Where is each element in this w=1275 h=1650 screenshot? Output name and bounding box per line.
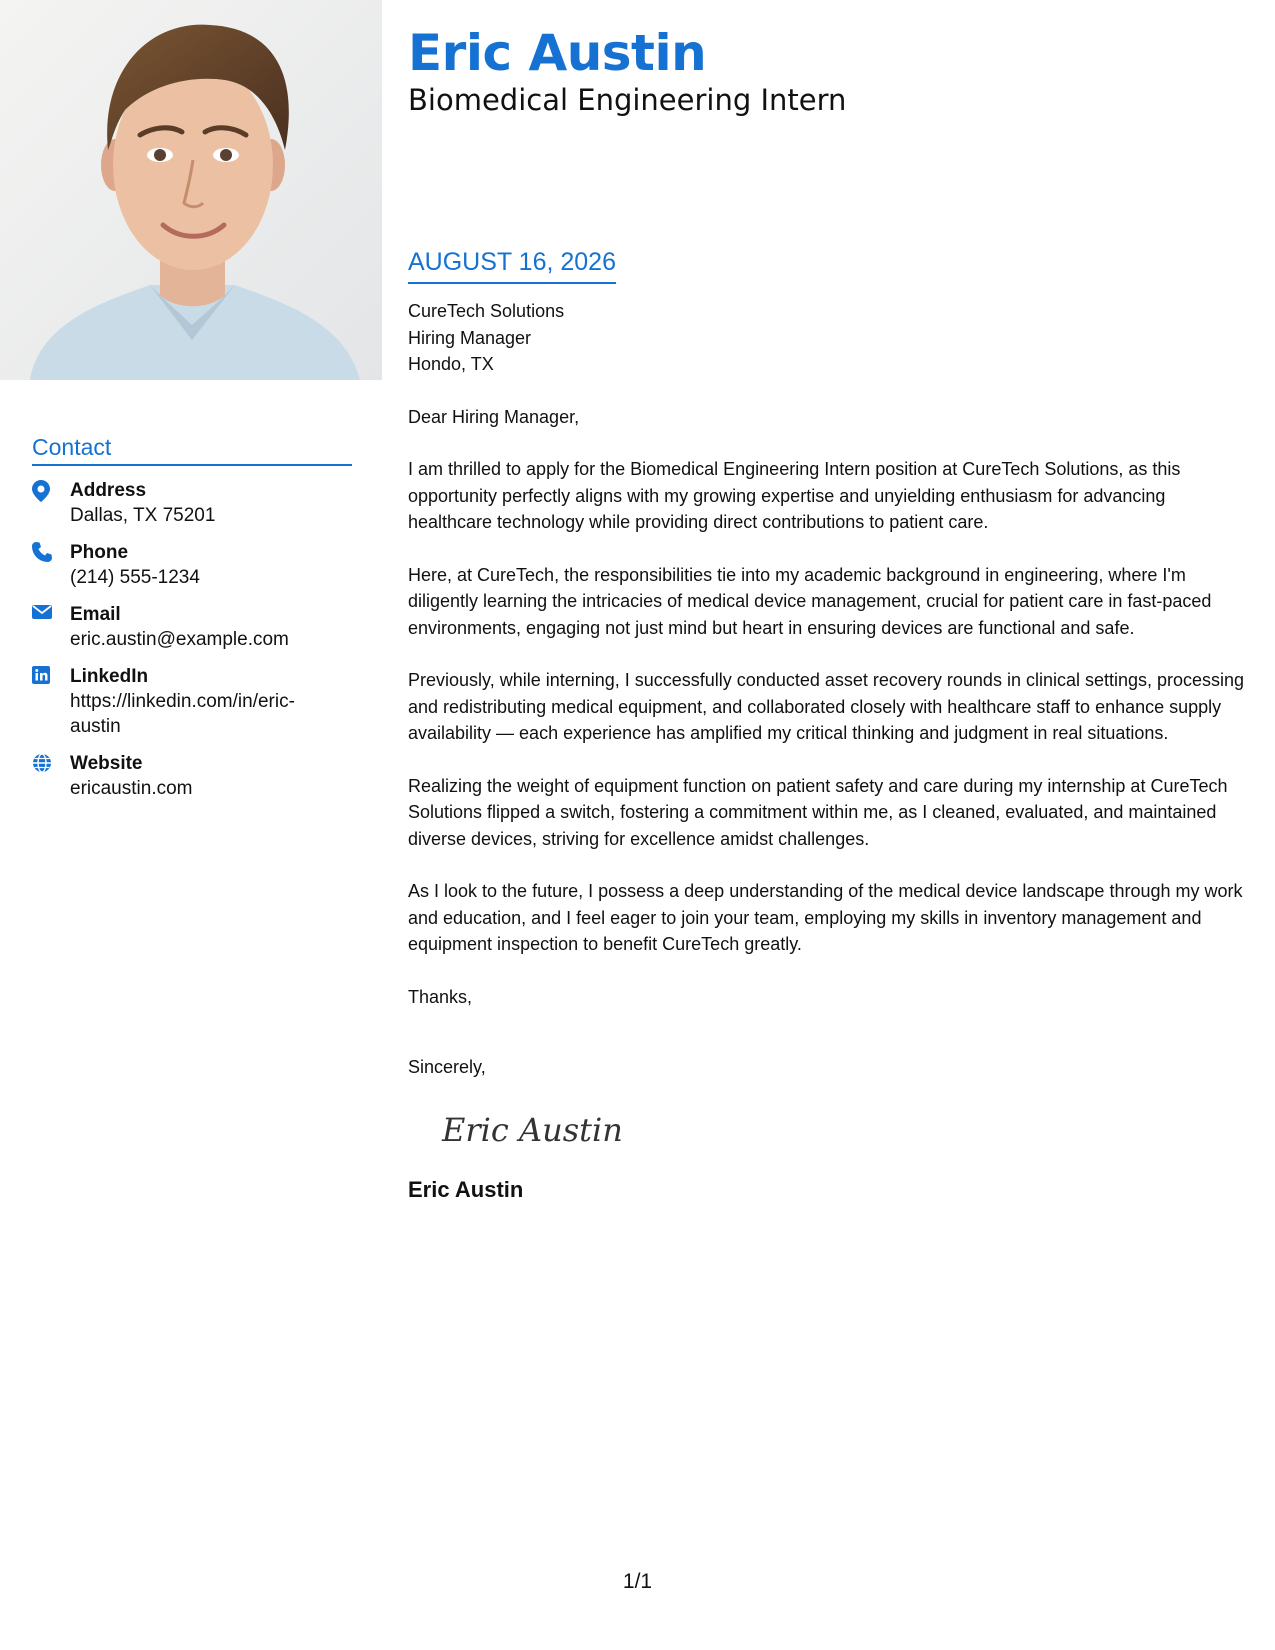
contact-value[interactable]: eric.austin@example.com bbox=[70, 629, 289, 650]
contact-value: (214) 555-1234 bbox=[70, 567, 200, 588]
linkedin-icon bbox=[32, 664, 70, 739]
page-number: 1/1 bbox=[622, 1570, 653, 1593]
signer-name: Eric Austin bbox=[408, 1176, 524, 1202]
contact-value: Dallas, TX 75201 bbox=[70, 505, 216, 526]
contact-label: LinkedIn bbox=[70, 666, 149, 687]
letter-date: AUGUST 16, 2026 bbox=[408, 246, 616, 284]
contact-heading: Contact bbox=[32, 432, 352, 466]
contact-value[interactable]: ericaustin.com bbox=[70, 778, 193, 799]
phone-icon bbox=[32, 540, 70, 590]
recipient-location: Hondo, TX bbox=[408, 354, 494, 374]
contact-email bbox=[32, 602, 352, 652]
contact-label: Phone bbox=[70, 542, 129, 563]
recipient-block bbox=[408, 298, 1253, 378]
contact-website bbox=[32, 751, 352, 801]
header bbox=[408, 22, 846, 118]
contact-label: Email bbox=[70, 604, 121, 625]
body-paragraph: Realizing the weight of equipment function on patient safety and care during my internship at CureTech Solutions flipped a switch, fostering a commitment within me, as I cleaned, evaluated, and maintained diverse devices, striving for excellence amidst challenges. bbox=[408, 775, 1228, 849]
recipient-title: Hiring Manager bbox=[408, 327, 532, 348]
profile-photo bbox=[0, 0, 382, 380]
map-pin-icon bbox=[32, 478, 70, 528]
letter-body bbox=[408, 246, 1253, 1205]
contact-label: Address bbox=[70, 480, 147, 501]
job-title: Biomedical Engineering Intern bbox=[408, 83, 847, 117]
contact-phone bbox=[32, 540, 352, 590]
body-paragraph: Here, at CureTech, the responsibilities tie into my academic background in engineering, where I'm diligently learning the intricacies of medical device management, crucial for patient care in fast-paced environments, engaging not just mind but heart in ensuring devices are functional and safe. bbox=[408, 564, 1212, 638]
salutation: Dear Hiring Manager, bbox=[408, 406, 580, 427]
handwritten-signature bbox=[440, 1103, 1253, 1153]
contact-sidebar bbox=[32, 432, 352, 801]
recipient-company: CureTech Solutions bbox=[408, 301, 565, 321]
contact-label: Website bbox=[70, 753, 143, 774]
contact-address bbox=[32, 478, 352, 528]
body-paragraph: I am thrilled to apply for the Biomedical Engineering Intern position at CureTech Solutions, as this opportunity perfectly aligns with my growing expertise and unyielding enthusiasm for advancing healthcare technology while providing direct contributions to patient care. bbox=[408, 459, 1181, 532]
globe-icon bbox=[32, 751, 70, 801]
thanks-line: Thanks, bbox=[408, 986, 473, 1007]
svg-text:Eric Austin: Eric Austin bbox=[442, 1110, 623, 1149]
contact-value[interactable]: https://linkedin.com/in/eric-austin bbox=[70, 691, 295, 737]
body-paragraph: As I look to the future, I possess a deep understanding of the medical device landscape through my work and education, and I feel eager to join your team, employing my skills in inventory management and equipment inspection to benefit CureTech greatly. bbox=[408, 881, 1243, 954]
applicant-name: Eric Austin bbox=[408, 24, 707, 82]
envelope-icon bbox=[32, 602, 70, 652]
body-paragraph: Previously, while interning, I successfully conducted asset recovery rounds in clinical settings, processing and redistributing medical equipment, and collaborated closely with healthcare staff to enhance supply availability — each experience has amplified my critical thinking and judgment in real situations. bbox=[408, 670, 1245, 743]
contact-linkedin bbox=[32, 664, 352, 739]
closing-line: Sincerely, bbox=[408, 1057, 486, 1077]
